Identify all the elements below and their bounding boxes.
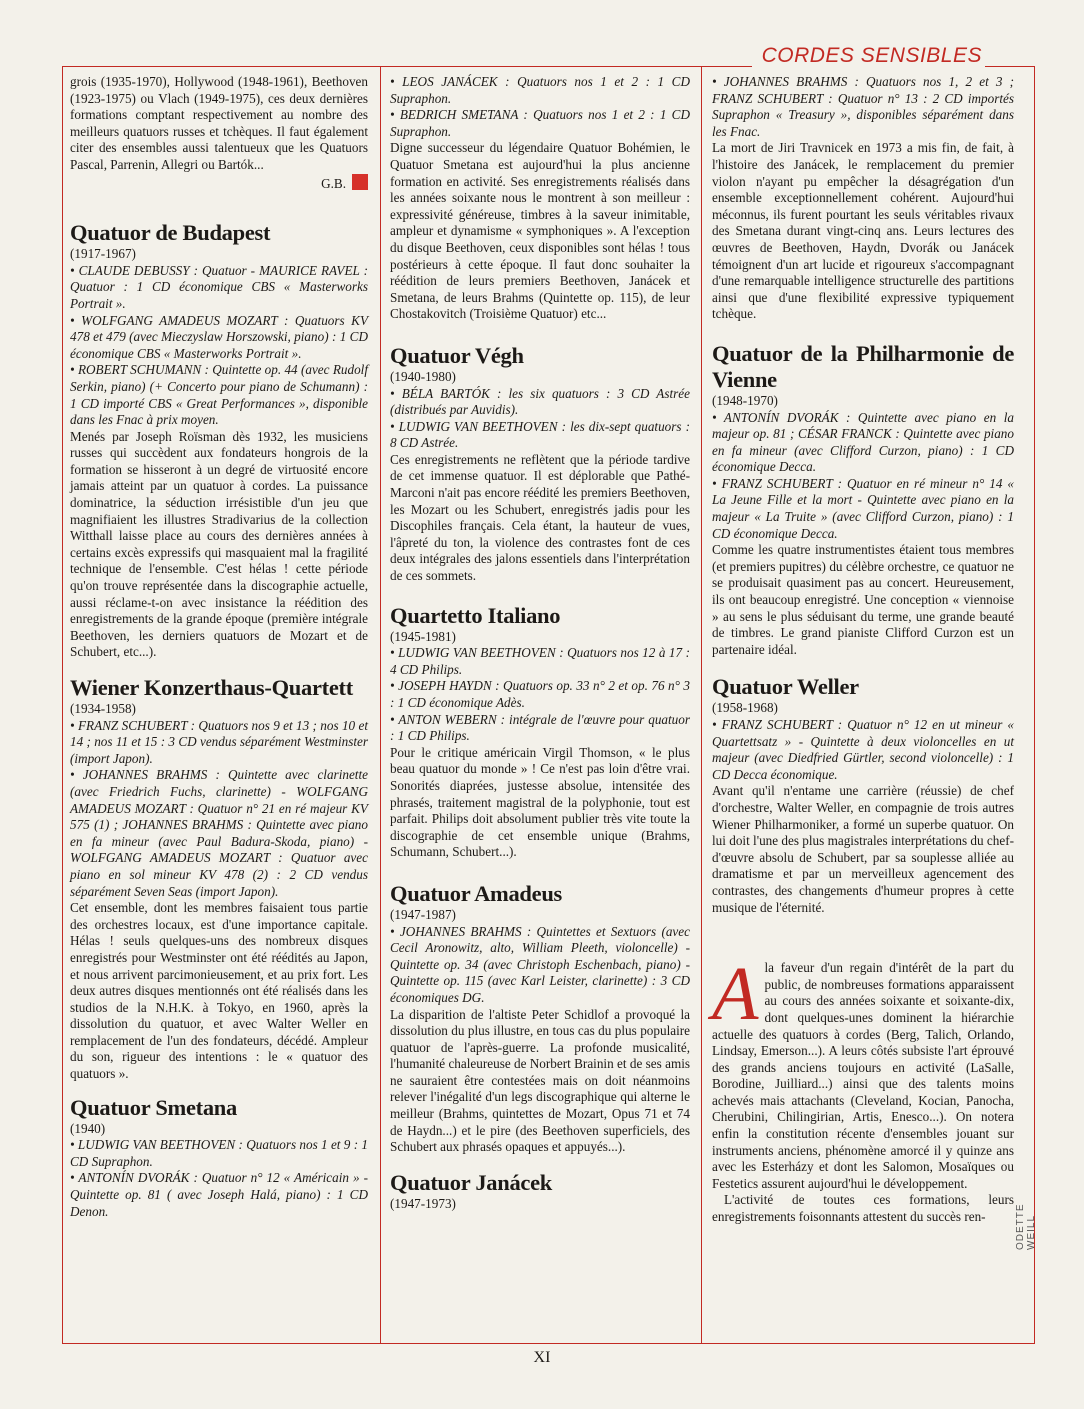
column-3 xyxy=(712,74,1014,1226)
photo-credit: ODETTE WEILL xyxy=(1015,1203,1037,1250)
body-text: Pour le critique américain Virgil Thomson, « le plus beau quatuor du monde » ! Ce n'est pas loin d'être vrai. Sonorités diaprées, justesse absolue, intensitée des phrasés, traitement magistral de la polyphonie, tout est parfait. Philips doit absolument publier très vite toute la discographie de cet ensemble unique (Brahms, Schumann, Schubert...). xyxy=(390,744,690,860)
body-text: Menés par Joseph Roïsman dès 1932, les musiciens russes qui succèdent aux fondateurs hongrois de la formation se hisseront à un degré de virtuosité encore jamais atteint par un quatuor à cordes. La puissance dominatrice, la séduction irrésistible d'un jeu que magnifiaient les illustres Stradivarius de la collection Witthall laisse place au cours des dernières années à certains excès expressifs qui masquaient mal la fragilité technique de l'ensemble. C'est hélas ! cette période qu'on trouve représentée dans la discographie actuelle, aussi réclame-t-on avec insistance la réédition des enregistrements de la grande époque (première intégrale Beethoven, les derniers quatuors de Mozart et de Schubert, etc...). xyxy=(70,428,368,660)
recording-item: • BÉLA BARTÓK : les six quatuors : 3 CD Astrée (distribués par Auvidis). xyxy=(390,385,690,418)
recording-item: • LEOS JANÁCEK : Quatuors nos 1 et 2 : 1 CD Supraphon. xyxy=(390,74,690,106)
intro-text: grois (1935-1970), Hollywood (1948-1961), Beethoven (1923-1975) ou Vlach (1949-1975), ces deux dernières formations comptant respectivement au nombre des meilleurs quatuors russes et tchèques. Il faut également citer des ensembles aussi talentueux que les Quatuors Pascal, Parrenin, Allegri ou Bartók... xyxy=(70,74,368,172)
dates-wiener: (1934-1958) xyxy=(70,701,136,716)
recording-item: • ANTON WEBERN : intégrale de l'œuvre pour quatuor : 1 CD Philips. xyxy=(390,711,690,744)
recording-item: • ANTONÍN DVORÁK : Quintette avec piano en la majeur op. 81 ; CÉSAR FRANCK : Quintette avec piano en fa mineur (avec Clifford Curzon, piano) : 1 CD économique Decca. xyxy=(712,409,1014,475)
closing-text: la faveur d'un regain d'intérêt de la part du public, de nombreuses formations apparaissent au cours des années soixante et soixante-dix, dont quelques-unes dominent la hiérarchie actuelle des quatuors à cordes (Berg, Talich, Orlando, Lindsay, Emerson...). A leurs côtés subsiste l'art éprouvé des grands anciens toujours en activité (LaSalle, Borodine, Juilliard...) ainsi que des talents moins achevés mais attachants (Cleveland, Kocian, Panocha, Cherubini, Chilingirian, Artis, Enesco...). On notera enfin la constitution récente d'ensembles jouant sur instruments anciens, phénomène amorcé il y quinze ans avec les Esterházy et dont les Salomon, Mosaïques ou Festetics assurent aujourd'hui le développement. xyxy=(712,960,1014,1191)
frame-top-rule-left xyxy=(62,66,752,67)
author-signature xyxy=(70,174,368,193)
closing-paragraph-2: L'activité de toutes ces formations, leurs enregistrements foisonnants attestent du succès ren- xyxy=(712,1192,1014,1225)
body-text: Digne successeur du légendaire Quatuor Bohémien, le Quatuor Smetana est aujourd'hui la plus ancienne formation en activité. Ses enregistrements réalisés dans les années soixante nous le montrent à son meilleur : expressivité généreuse, timbres à la saveur inimitable, ampleur et dynamisme « symphoniques ». A l'exception du disque Beethoven, ceux disponibles sont hélas ! tous postérieurs à cette époque. Il faut donc souhaiter la réédition de leurs premiers Beethoven, Janácek et Smetana, de leurs Brahms (Quintette op. 115), de leur Chostakovitch (Troisième Quatuor) etc... xyxy=(390,140,690,322)
dates-amadeus: (1947-1987) xyxy=(390,906,456,922)
dates-janacek: (1947-1973) xyxy=(390,1195,456,1211)
recording-item: • ROBERT SCHUMANN : Quintette op. 44 (avec Rudolf Serkin, piano) (+ Concerto pour piano de Schumann) : 1 CD importé CBS « Great Performances », disponible dans les Fnac à prix moyen. xyxy=(70,362,368,428)
recording-item: • LUDWIG VAN BEETHOVEN : Quatuors nos 12 à 17 : 4 CD Philips. xyxy=(390,645,690,677)
section-header: CORDES SENSIBLES xyxy=(761,44,982,67)
recording-item: • CLAUDE DEBUSSY : Quatuor - MAURICE RAVEL : Quatuor : 1 CD économique CBS « Masterworks Portrait ». xyxy=(70,262,368,311)
recording-item: • JOSEPH HAYDN : Quatuors op. 33 n° 2 et op. 76 n° 3 : 1 CD économique Adès. xyxy=(390,678,690,710)
recording-item: • ANTONÍN DVORÁK : Quatuor n° 12 « Américain » - Quintette op. 81 ( avec Joseph Halá, piano) : 1 CD Denon. xyxy=(70,1170,368,1219)
dates-smetana: (1940) xyxy=(70,1120,106,1136)
body-text: La disparition de l'altiste Peter Schidlof a provoqué la dissolution du plus illustre, en tous cas du plus populaire quatuor de l'après-guerre. La profonde musicalité, l'humanité chaleureuse de Norbert Brainin et de ses amis ne sauraient être contestées mais on doit néanmoins relever l'inégalité d'un legs discographique qui alterne le meilleur (Brahms, quintettes de Mozart, Opus 71 et 74 de Haydn...) et le pire (des Beethoven superficiels, des Schubert aux phrasés opaques et appuyés...). xyxy=(390,1006,690,1155)
frame-top-rule-right xyxy=(985,66,1034,67)
body-text: La mort de Jiri Travnicek en 1973 a mis fin, de fait, à l'histoire des Janácek, le remplacement du premier violon n'ayant pu empêcher la désagrégation d'un ensemble exceptionnellement cohérent. Aujourd'hui méconnus, ils furent pourtant les seuls véritables rivaux des Smetana durant vingt-cinq ans. Leurs lectures des œuvres de Beethoven, Haydn, Dvorák ou Janácek témoignent d'un art lucide et rigoureux s'accompagnant d'une remarquable intelligence structurelle des partitions ainsi que d'une flexibilité expressive typiquement tchèque. xyxy=(712,140,1014,322)
body-text: Comme les quatre instrumentistes étaient tous membres (et premiers pupitres) du célèbre orchestre, ce quatuor ne se produisait quasiment pas au concert. Heureusement, ils ont beaucoup enregistré. Une conception « viennoise » au sens le plus séduisant du terme, une grande beauté de timbres. Le grand pianiste Clifford Curzon est un partenaire idéal. xyxy=(712,542,1014,657)
recording-item: • JOHANNES BRAHMS : Quintette avec clarinette (avec Friedrich Fuchs, clarinette) - WOLFGANG AMADEUS MOZART : Quatuor n° 21 en ré majeur KV 575 (1) ; JOHANNES BRAHMS : Quintette avec piano en fa mineur (avec Paul Badura-Skoda, piano) - WOLFGANG AMADEUS MOZART : Quatuor avec piano en sol mineur KV 478 (2) : 2 CD vendus séparément Seven Seas (import Japon). xyxy=(70,767,368,899)
column-1 xyxy=(70,74,368,1220)
recording-item: • WOLFGANG AMADEUS MOZART : Quatuors KV 478 et 479 (avec Mieczyslaw Horszowski, piano) : 1 CD économique CBS « Masterworks Portrait ». xyxy=(70,312,368,361)
heading-italiano: Quartetto Italiano xyxy=(390,602,561,628)
recording-item: • LUDWIG VAN BEETHOVEN : Quatuors nos 1 et 9 : 1 CD Supraphon. xyxy=(70,1137,368,1169)
dates-weller: (1958-1968) xyxy=(712,700,778,716)
column-2 xyxy=(390,74,690,1212)
body-text: Ces enregistrements ne reflètent que la période tardive de cet immense quatuor. Il est déplorable que Pathé-Marconi n'ait pas encore réédité les premiers Beethoven, les Mozart ou les Schubert, enregistrés jadis pour les Discophiles français. Cela étant, la hauteur de vues, l'âpreté du ton, la violence des contrastes font de ces deux intégrales des jalons essentiels dans l'interprétation de ces sommets. xyxy=(390,451,690,584)
dates-vegh: (1940-1980) xyxy=(390,368,456,384)
heading-janacek: Quatuor Janácek xyxy=(390,1169,552,1195)
recording-item: • FRANZ SCHUBERT : Quatuor en ré mineur n° 14 « La Jeune Fille et la mort - Quintette avec piano en la majeur « La Truite » (avec Clifford Curzon, piano) : 1 CD économique Decca. xyxy=(712,475,1014,541)
column-rule-2 xyxy=(701,66,702,1343)
recording-item: • JOHANNES BRAHMS : Quatuors nos 1, 2 et 3 ; FRANZ SCHUBERT : Quatuor n° 13 : 2 CD importés Supraphon « Treasury », disponibles séparément dans les Fnac. xyxy=(712,74,1014,139)
heading-amadeus: Quatuor Amadeus xyxy=(390,880,562,906)
drop-cap: A xyxy=(712,952,759,1037)
dates-vienne: (1948-1970) xyxy=(712,392,778,408)
recording-item: • LUDWIG VAN BEETHOVEN : les dix-sept quatuors : 8 CD Astrée. xyxy=(390,418,690,451)
recording-item: • BEDRICH SMETANA : Quatuors nos 1 et 2 : 1 CD Supraphon. xyxy=(390,107,690,139)
recording-item: • FRANZ SCHUBERT : Quatuor n° 12 en ut mineur « Quartettsatz » - Quintette à deux violoncelles en ut majeur (avec Diedfried Gürtler, second violoncelle) : 1 CD Decca économique. xyxy=(712,717,1014,782)
heading-wiener: Wiener Konzerthaus-Quartett xyxy=(70,675,353,700)
heading-smetana: Quatuor Smetana xyxy=(70,1094,237,1120)
column-rule-1 xyxy=(380,66,381,1343)
page-number: XI xyxy=(533,1349,551,1366)
signature-text: G.B. xyxy=(321,175,346,191)
body-text: Cet ensemble, dont les membres faisaient tous partie des orchestres locaux, est d'une importance capitale. Hélas ! seuls quelques-uns des nombreux disques enregistrés pour Westminster ont été réédités au Japon, et nous arrivent parcimonieusement, et au prix fort. Les deux autres disques mentionnés ont été réalisés dans les studios de la N.H.K. à Tokyo, en 1960, après la dissolution du quatuor, et avec Walter Weller en remplacement de l'un des fondateurs, décédé. Ampleur du son, rigueur des intentions : le « quatuor des quatuors ». xyxy=(70,900,368,1082)
heading-vienne: Quatuor de la Philharmonie de Vienne xyxy=(712,340,1014,392)
end-mark-square xyxy=(352,174,368,190)
closing-paragraph xyxy=(712,952,1014,1192)
heading-vegh: Quatuor Végh xyxy=(390,342,524,368)
dates-italiano: (1945-1981) xyxy=(390,628,456,644)
dates-budapest: (1917-1967) xyxy=(70,246,136,262)
recording-item: • JOHANNES BRAHMS : Quintettes et Sextuors (avec Cecil Aronowitz, alto, William Pleeth, violoncelle) - Quintette op. 34 (avec Christoph Eschenbach, piano) - Quintette op. 115 (avec Karl Leister, clarinette) : 3 CD économiques DG. xyxy=(390,923,690,1005)
heading-budapest: Quatuor de Budapest xyxy=(70,220,271,246)
recording-item: • FRANZ SCHUBERT : Quatuors nos 9 et 13 ; nos 10 et 14 ; nos 11 et 15 : 3 CD vendus séparément Westminster (import Japon). xyxy=(70,717,368,766)
body-text: Avant qu'il n'entame une carrière (réussie) de chef d'orchestre, Walter Weller, en compagnie de trois autres Wiener Philharmoniker, a formé un superbe quatuor. On lui doit l'une des plus magistrales interprétations du chef-d'œuvre absolu de Schubert, par sa souplesse alliée au dramatisme et par un merveilleux agencement des contrastes, des changements d'humeur propres à cette musique de l'éternité. xyxy=(712,783,1014,915)
heading-weller: Quatuor Weller xyxy=(712,674,859,700)
